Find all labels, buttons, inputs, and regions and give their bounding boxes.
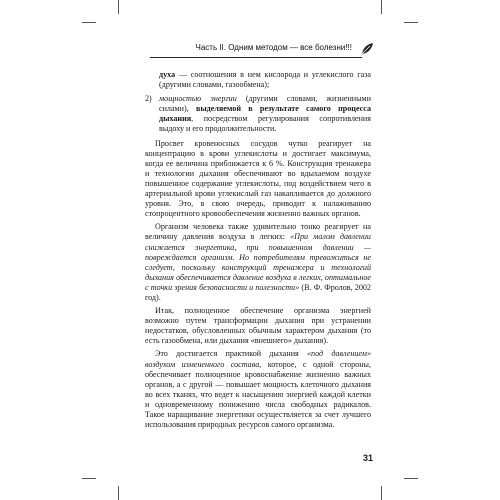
header-rule <box>150 57 362 58</box>
list-term: духа <box>159 70 176 79</box>
crop-mark-bottom-left-v <box>118 486 119 500</box>
quote: «При малом давлении снижается энергетика, при повышенном давлении — повреждается организм. Но потребителям тревожиться не следует, поскольку конструкций тренажера и технологий дыхания обеспечивается давление воздуха в легких, оптимальное с точки зрения безопасности и полезности» <box>145 232 371 292</box>
running-header-title: Часть II. Одним методом — все болезни!!! <box>195 43 352 52</box>
page-body <box>145 70 371 430</box>
crop-mark-top-left-h <box>82 22 96 23</box>
crop-mark-bottom-left-h <box>82 478 96 479</box>
paragraph-practice: Это достигается практикой дыхания «под давлением» воздухом измененного состава, которое, с одной стороны, обеспечивает полноценное кровоснабжение жизненно важных органов, а с другой — повышает мощность клеточного дыхания во всех тканях, что ведет к насыщению энергией каждой клетки и одновременному понижению числа свободных радикалов. Такое наращивание энергетики осуществляется за счет лучшего использования природных ресурсов самого организма. <box>145 349 372 430</box>
emphasis: «под давлением» воздухом измененного состава <box>145 349 371 369</box>
paragraph-pressure: Организм человека также удивительно тонко реагирует на величину давления воздуха в легких: «При малом давлении снижается энергетика, при повышенном давлении — повреждается организм. Но потребителям тревожиться не следует, поскольку конструкций тренажера и технологий дыхания обеспечивается давление воздуха в легких, оптимальное с точки зрения безопасности и полезности» (В. Ф. Фролов, 2002 год). <box>145 222 371 302</box>
leaf-icon <box>360 42 374 56</box>
crop-mark-top-right-h <box>404 22 418 23</box>
list-number: 2) <box>145 94 152 104</box>
list-item-2: 2) мощностью энергии (другими словами, жизненными силами), выделяемой в результате самого процесса дыхания, посредством регулирования сопротивления выдоху и его продолжительности. <box>145 94 371 134</box>
crop-mark-bottom-right-v <box>381 486 382 500</box>
crop-mark-top-left-v <box>118 0 119 14</box>
paragraph-summary: Итак, полноценное обеспечение организма энергией возможно путем трансформации дыхания при устранении недостатков, обусловленных обычным характером дыхания (то есть газообмена, или дыхания «внешнего» дыхания). <box>145 306 371 346</box>
page-number: 31 <box>362 453 373 463</box>
paragraph-vessels: Просвет кровеносных сосудов чутко реагирует на концентрацию в крови углекислоты и достигает максимума, когда ее величина приближается к 6 %. Конструкция тренажера и технологии дыхания обеспечивают во вдыхаемом воздухе повышенное содержание углекислоты, под воздействием чего в артериальной крови углекислый газ накапливается до должного уровня. Это, в свою очередь, приводит к налаживанию стопроцентного кровообеспечения жизненно важных органов. <box>145 138 371 219</box>
list-emphasis: выделяемой в результате самого процесса дыхания <box>159 104 371 124</box>
crop-mark-top-right-v <box>381 0 382 14</box>
list-item-1-continuation: духа — соотношения в нем кислорода и углекислого газа (другими словами, газообмена); <box>159 70 371 90</box>
crop-mark-bottom-right-h <box>404 478 418 479</box>
list-term: мощностью энергии <box>159 94 237 104</box>
running-header <box>150 40 374 58</box>
